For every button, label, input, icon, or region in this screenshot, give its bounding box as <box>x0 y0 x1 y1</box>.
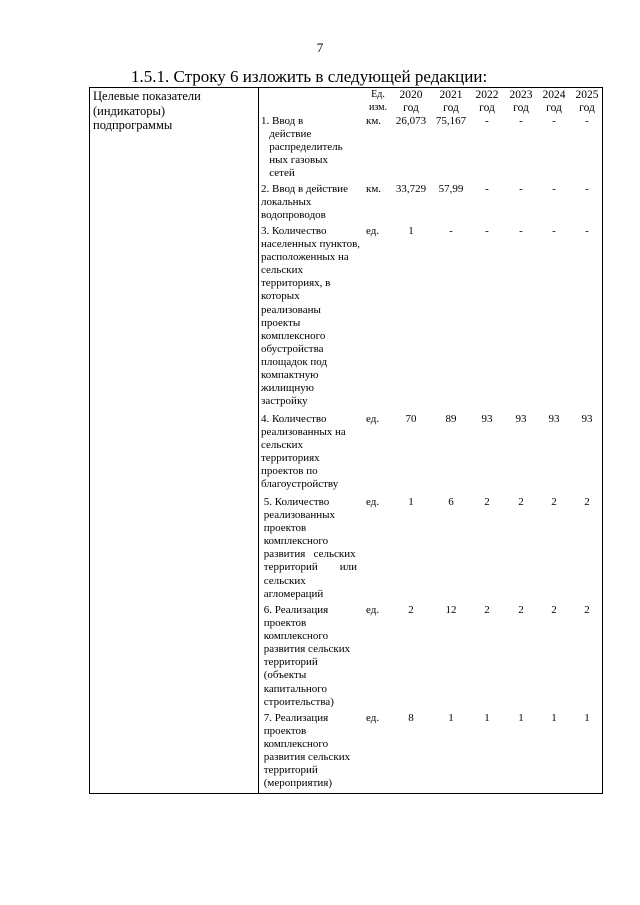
indicator-unit: ед. <box>366 225 380 237</box>
indicator-name-line: реализованных на <box>261 426 346 439</box>
indicator-value: - <box>485 225 489 237</box>
unit-header-line: изм. <box>369 101 387 113</box>
indicator-value: 2 <box>584 496 590 508</box>
indicator-value: - <box>552 115 556 127</box>
indicator-name-line: площадок под <box>261 355 328 368</box>
indicator-name-line: 5. Количество <box>261 496 330 508</box>
indicator-name-line: застройку <box>261 395 308 408</box>
indicator-name-line: капитального <box>261 682 327 695</box>
indicator-name-line: благоустройству <box>261 478 339 491</box>
left-cell-label <box>93 89 253 133</box>
left-cell-line: (индикаторы) <box>93 103 166 118</box>
indicator-name-line: проектов по <box>261 465 318 478</box>
indicator-name <box>261 496 373 601</box>
indicators-table <box>89 87 603 794</box>
indicator-value: 2 <box>584 604 590 616</box>
indicator-name-line: территорий <box>261 764 318 777</box>
indicator-value: 1 <box>484 712 490 724</box>
year-header <box>570 89 604 114</box>
indicator-value: 2 <box>484 496 490 508</box>
year-header-year: 2022 <box>475 89 499 101</box>
year-header <box>537 89 571 114</box>
unit-header <box>364 89 392 114</box>
indicator-name-line: комплексного <box>261 329 326 342</box>
year-header-year: 2024 <box>542 89 566 101</box>
indicator-unit: км. <box>366 115 382 127</box>
indicator-name-line: 3. Количество <box>261 225 327 237</box>
indicator-value: - <box>519 183 523 195</box>
indicator-value: 93 <box>548 413 560 425</box>
indicator-name-line: строительства) <box>261 695 334 708</box>
year-header <box>504 89 538 114</box>
year-header-year: 2020 <box>399 89 423 101</box>
year-header-word: год <box>579 101 595 114</box>
year-header-word: год <box>513 101 529 114</box>
indicator-value: - <box>519 115 523 127</box>
indicator-name-line: территориях <box>261 452 320 465</box>
unit-header-line: Ед. <box>371 89 385 100</box>
indicator-name-line: (объекты <box>261 669 307 682</box>
indicator-unit: ед. <box>366 712 380 724</box>
indicator-value: - <box>585 115 589 127</box>
indicator-name-line: территорий или <box>261 561 358 574</box>
indicator-value: 12 <box>445 604 457 616</box>
indicator-value: - <box>519 225 523 237</box>
indicator-value: - <box>585 183 589 195</box>
year-header-word: год <box>403 101 419 114</box>
indicator-name-line: комплексного <box>261 738 329 751</box>
indicator-name-line: действие <box>261 128 312 141</box>
indicator-name-line: 6. Реализация <box>261 604 329 616</box>
year-header-word: год <box>479 101 495 114</box>
section-heading: 1.5.1. Строку 6 изложить в следующей редакции: <box>131 67 488 86</box>
indicator-name-line: (мероприятия) <box>261 777 333 790</box>
indicator-name-line: реализованных <box>261 509 335 522</box>
page-number: 7 <box>316 40 324 55</box>
indicator-value: 1 <box>518 712 524 724</box>
indicator-name-line: комплексного <box>261 630 329 643</box>
indicator-value: 2 <box>484 604 490 616</box>
indicator-name-line: сельских <box>261 264 304 277</box>
indicator-value: 2 <box>518 604 524 616</box>
indicator-name-line: населенных пунктов, <box>261 238 361 251</box>
year-header-year: 2021 <box>439 89 463 101</box>
indicator-value: 93 <box>515 413 527 425</box>
indicator-value: 75,167 <box>435 115 467 127</box>
indicator-name <box>261 712 373 791</box>
indicator-name <box>261 604 373 709</box>
indicator-name-line: распределитель <box>261 141 343 154</box>
indicator-value: - <box>552 183 556 195</box>
indicator-value: 70 <box>405 413 417 425</box>
indicator-name-line: развития сельских <box>261 751 351 764</box>
indicator-name-line: комплексного <box>261 535 329 548</box>
indicator-name <box>261 413 373 492</box>
indicator-value: 2 <box>518 496 524 508</box>
year-header <box>470 89 504 114</box>
indicator-name-line: 1. Ввод в <box>261 115 304 127</box>
indicator-value: 1 <box>408 496 414 508</box>
year-header-word: год <box>546 101 562 114</box>
indicator-value: - <box>485 115 489 127</box>
indicator-name-line: обустройства <box>261 342 324 355</box>
indicator-value: 1 <box>448 712 454 724</box>
indicator-name-line: сетей <box>261 167 295 180</box>
indicator-name-line: развития сельских <box>261 643 351 656</box>
indicator-name-line: развития сельских <box>261 548 356 561</box>
year-header <box>394 89 428 114</box>
indicator-value: 1 <box>584 712 590 724</box>
year-header-year: 2025 <box>575 89 599 101</box>
indicator-value: - <box>585 225 589 237</box>
left-cell-line: Целевые показатели <box>93 89 201 103</box>
indicator-value: 2 <box>551 604 557 616</box>
indicator-unit: км. <box>366 183 382 195</box>
indicator-unit: ед. <box>366 413 380 425</box>
indicator-name-line: ных газовых <box>261 154 329 167</box>
indicator-name-line: сельских <box>261 439 304 452</box>
indicator-value: 6 <box>448 496 454 508</box>
indicator-name-line: 4. Количество <box>261 413 327 425</box>
indicator-name-line: локальных <box>261 196 312 209</box>
indicator-name-line: водопроводов <box>261 209 326 222</box>
indicator-name-line: 2. Ввод в действие <box>261 183 348 195</box>
year-header-word: год <box>443 101 459 114</box>
indicator-name-line: территорий <box>261 656 318 669</box>
indicator-name-line: проектов <box>261 522 307 535</box>
indicator-name <box>261 115 373 180</box>
indicator-value: 93 <box>481 413 493 425</box>
indicator-name <box>261 225 373 408</box>
indicator-value: 2 <box>408 604 414 616</box>
year-header <box>434 89 468 114</box>
indicator-name-line: проектов <box>261 725 307 738</box>
indicator-name-line: которых <box>261 290 300 303</box>
left-cell-line: подпрограммы <box>93 118 173 132</box>
indicator-value: 2 <box>551 496 557 508</box>
indicator-value: 8 <box>408 712 414 724</box>
indicator-unit: ед. <box>366 496 380 508</box>
indicator-unit: ед. <box>366 604 380 616</box>
indicator-name-line: жилищную <box>261 382 314 395</box>
indicator-value: 26,073 <box>395 115 427 127</box>
indicator-name-line: территориях, в <box>261 277 331 290</box>
indicator-name-line: агломераций <box>261 587 324 600</box>
indicator-value: 93 <box>581 413 593 425</box>
indicator-value: 57,99 <box>438 183 464 195</box>
indicator-value: 1 <box>551 712 557 724</box>
indicator-name-line: реализованы <box>261 303 321 316</box>
indicator-name-line: проектов <box>261 617 307 630</box>
indicator-name-line: компактную <box>261 369 319 382</box>
indicator-value: 89 <box>445 413 457 425</box>
column-divider <box>258 88 259 793</box>
indicator-value: 1 <box>408 225 414 237</box>
indicator-value: - <box>485 183 489 195</box>
indicator-name <box>261 183 373 222</box>
year-header-year: 2023 <box>509 89 533 101</box>
indicator-value: - <box>449 225 453 237</box>
indicator-name-line: 7. Реализация <box>261 712 329 724</box>
indicator-value: 33,729 <box>395 183 427 195</box>
indicator-name-line: расположенных на <box>261 251 349 264</box>
indicator-value: - <box>552 225 556 237</box>
indicator-name-line: проекты <box>261 316 301 329</box>
indicator-name-line: сельских <box>261 574 306 587</box>
